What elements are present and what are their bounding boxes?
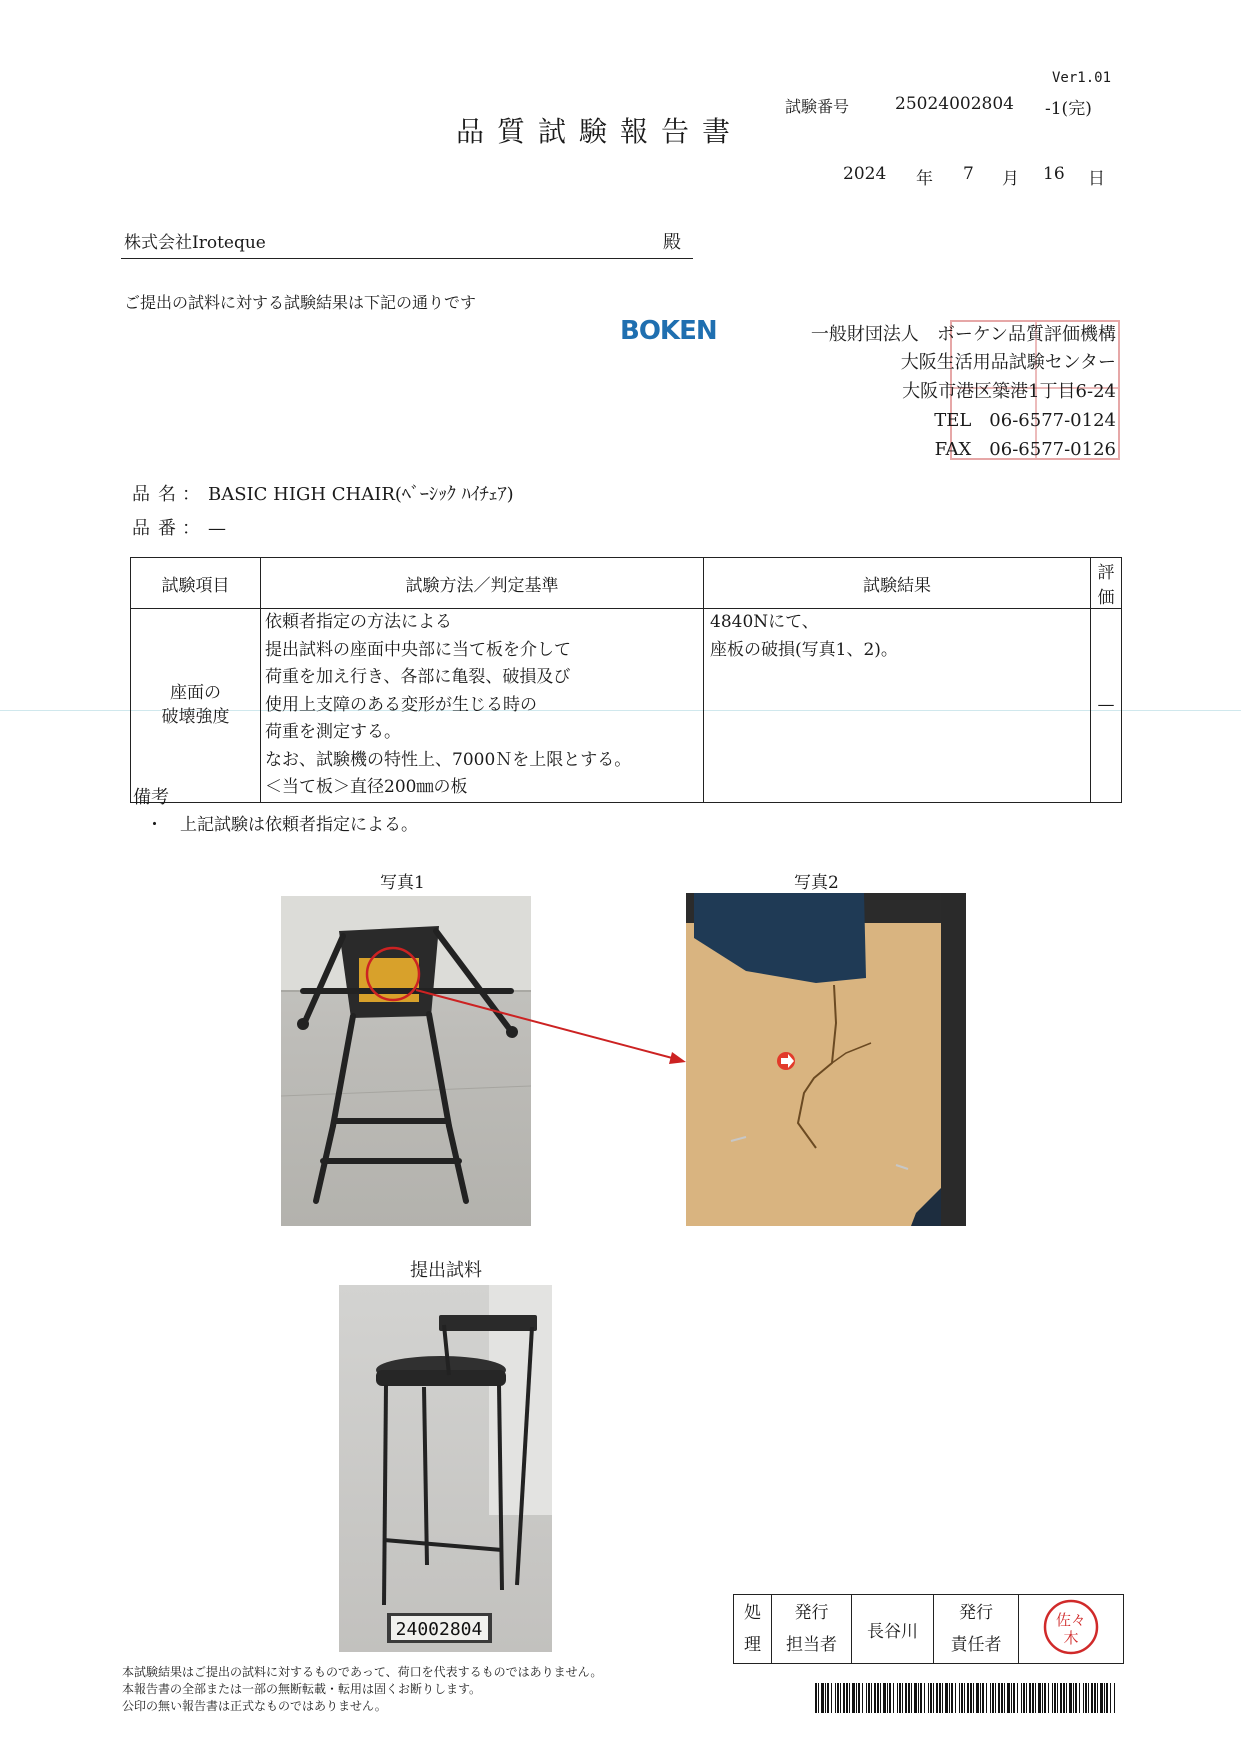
- seal-text: 佐々: [1055, 1610, 1087, 1629]
- test-method-cell: [261, 609, 704, 803]
- intro-text: ご提出の試料に対する試験結果は下記の通りです: [124, 293, 477, 312]
- sample-tag-text: 24002804: [395, 1619, 483, 1640]
- method-line: 使用上支障のある変形が生じる時の: [265, 694, 537, 715]
- client-name: 株式会社Iroteque: [124, 233, 266, 253]
- sample-photo-caption: 提出試料: [410, 1260, 482, 1281]
- test-result-cell: [704, 609, 1091, 803]
- photo1-caption: 写真1: [380, 873, 425, 893]
- method-line: 提出試料の座面中央部に当て板を介して: [265, 639, 571, 660]
- method-line: 荷重を加え行き、各部に亀裂、破損及び: [265, 667, 571, 687]
- product-number-colon: ：: [182, 518, 200, 539]
- process-cell: [734, 1595, 772, 1664]
- sample-chair-photo: [339, 1285, 552, 1652]
- header-evaluation: 評価: [1091, 558, 1122, 609]
- document-title: 品質試験報告書: [456, 115, 744, 148]
- version-label: Ver1.01: [1052, 70, 1112, 86]
- issuer-role-label: 担当者: [786, 1635, 837, 1655]
- test-item-line: 座面の: [170, 683, 221, 704]
- issuer-center: 大阪生活用品試験センター: [900, 352, 1116, 373]
- test-number-suffix: -1(完): [1045, 99, 1092, 119]
- photo1-chair-underside: [281, 896, 531, 1226]
- result-line: 座板の破損(写真1、2)。: [710, 639, 898, 660]
- product-name-label: 品名: [132, 484, 184, 505]
- evaluation-cell: —: [1091, 609, 1122, 803]
- header-test-result: 試験結果: [704, 558, 1091, 609]
- footer-note: 本試験結果はご提出の試料に対するものであって、荷口を代表するものではありません。: [122, 1665, 603, 1679]
- product-name-colon: ：: [182, 484, 200, 505]
- boken-logo: BOKEN: [620, 316, 717, 346]
- process-label: 理: [744, 1635, 761, 1655]
- method-line: 依頼者指定の方法による: [265, 612, 452, 632]
- results-header-row: [131, 558, 1122, 609]
- date-year-label: 年: [916, 169, 933, 189]
- product-number-value: —: [208, 518, 226, 539]
- method-line: 荷重を測定する。: [265, 722, 401, 742]
- result-line: 4840Nにて、: [710, 612, 819, 632]
- product-number-row: [132, 514, 226, 540]
- photo2-caption: 写真2: [794, 873, 839, 893]
- date-day: 16: [1043, 164, 1065, 184]
- date-day-label: 日: [1088, 169, 1105, 189]
- date-month: 7: [963, 164, 974, 184]
- date-year: 2024: [843, 164, 887, 184]
- signoff-box: [733, 1594, 1123, 1664]
- date-month-label: 月: [1002, 169, 1019, 189]
- manager-role-cell: [934, 1595, 1019, 1664]
- method-line: なお、試験機の特性上、7000Ｎを上限とする。: [265, 749, 632, 770]
- process-label: 処: [744, 1603, 761, 1623]
- header-test-method: 試験方法／判定基準: [261, 558, 704, 609]
- product-name-value: BASIC HIGH CHAIR(ﾍﾞｰｼｯｸ ﾊｲﾁｪｱ): [208, 484, 514, 505]
- seal-text: 木: [1063, 1628, 1079, 1647]
- manager-role-label: 責任者: [950, 1635, 1002, 1655]
- test-item-cell: [131, 609, 261, 803]
- product-name-row: [132, 480, 514, 506]
- client-underline: [121, 258, 693, 259]
- issuer-tel: TEL 06-6577-0124: [934, 410, 1116, 431]
- issuer-name: 一般財団法人 ボーケン品質評価機構: [810, 324, 1116, 345]
- method-line: ＜当て板＞直径200㎜の板: [265, 777, 468, 797]
- results-table: [130, 557, 1121, 797]
- table-row: [131, 609, 1122, 803]
- test-number-label: 試験番号: [785, 97, 850, 116]
- manager-seal-cell: [1019, 1595, 1124, 1664]
- footer-note: 公印の無い報告書は正式なものではありません。: [122, 1699, 387, 1713]
- product-number-label: 品番: [132, 518, 184, 539]
- manager-role-label: 発行: [959, 1603, 993, 1623]
- issuer-fax: FAX 06-6577-0126: [934, 439, 1116, 460]
- test-item-line: 破壊強度: [161, 707, 230, 728]
- client-honorific: 殿: [663, 232, 681, 253]
- issuer-role-cell: [772, 1595, 852, 1664]
- issuer-address: 大阪市港区築港1丁目6-24: [902, 381, 1116, 402]
- remarks-item: ・ 上記試験は依頼者指定による。: [146, 815, 418, 835]
- issuer-role-label: 発行: [794, 1603, 829, 1623]
- footer-note: 本報告書の全部または一部の無断転載・転用は固くお断りします。: [122, 1682, 482, 1696]
- personal-seal-stamp: [1041, 1597, 1101, 1657]
- header-test-item: 試験項目: [131, 558, 261, 609]
- photo2-seat-crack: [686, 893, 966, 1226]
- remarks-title: 備考: [133, 787, 169, 808]
- test-number-value: 25024002804: [895, 94, 1014, 114]
- issuer-name-cell: 長谷川: [852, 1595, 934, 1664]
- barcode-icon: [815, 1683, 1119, 1713]
